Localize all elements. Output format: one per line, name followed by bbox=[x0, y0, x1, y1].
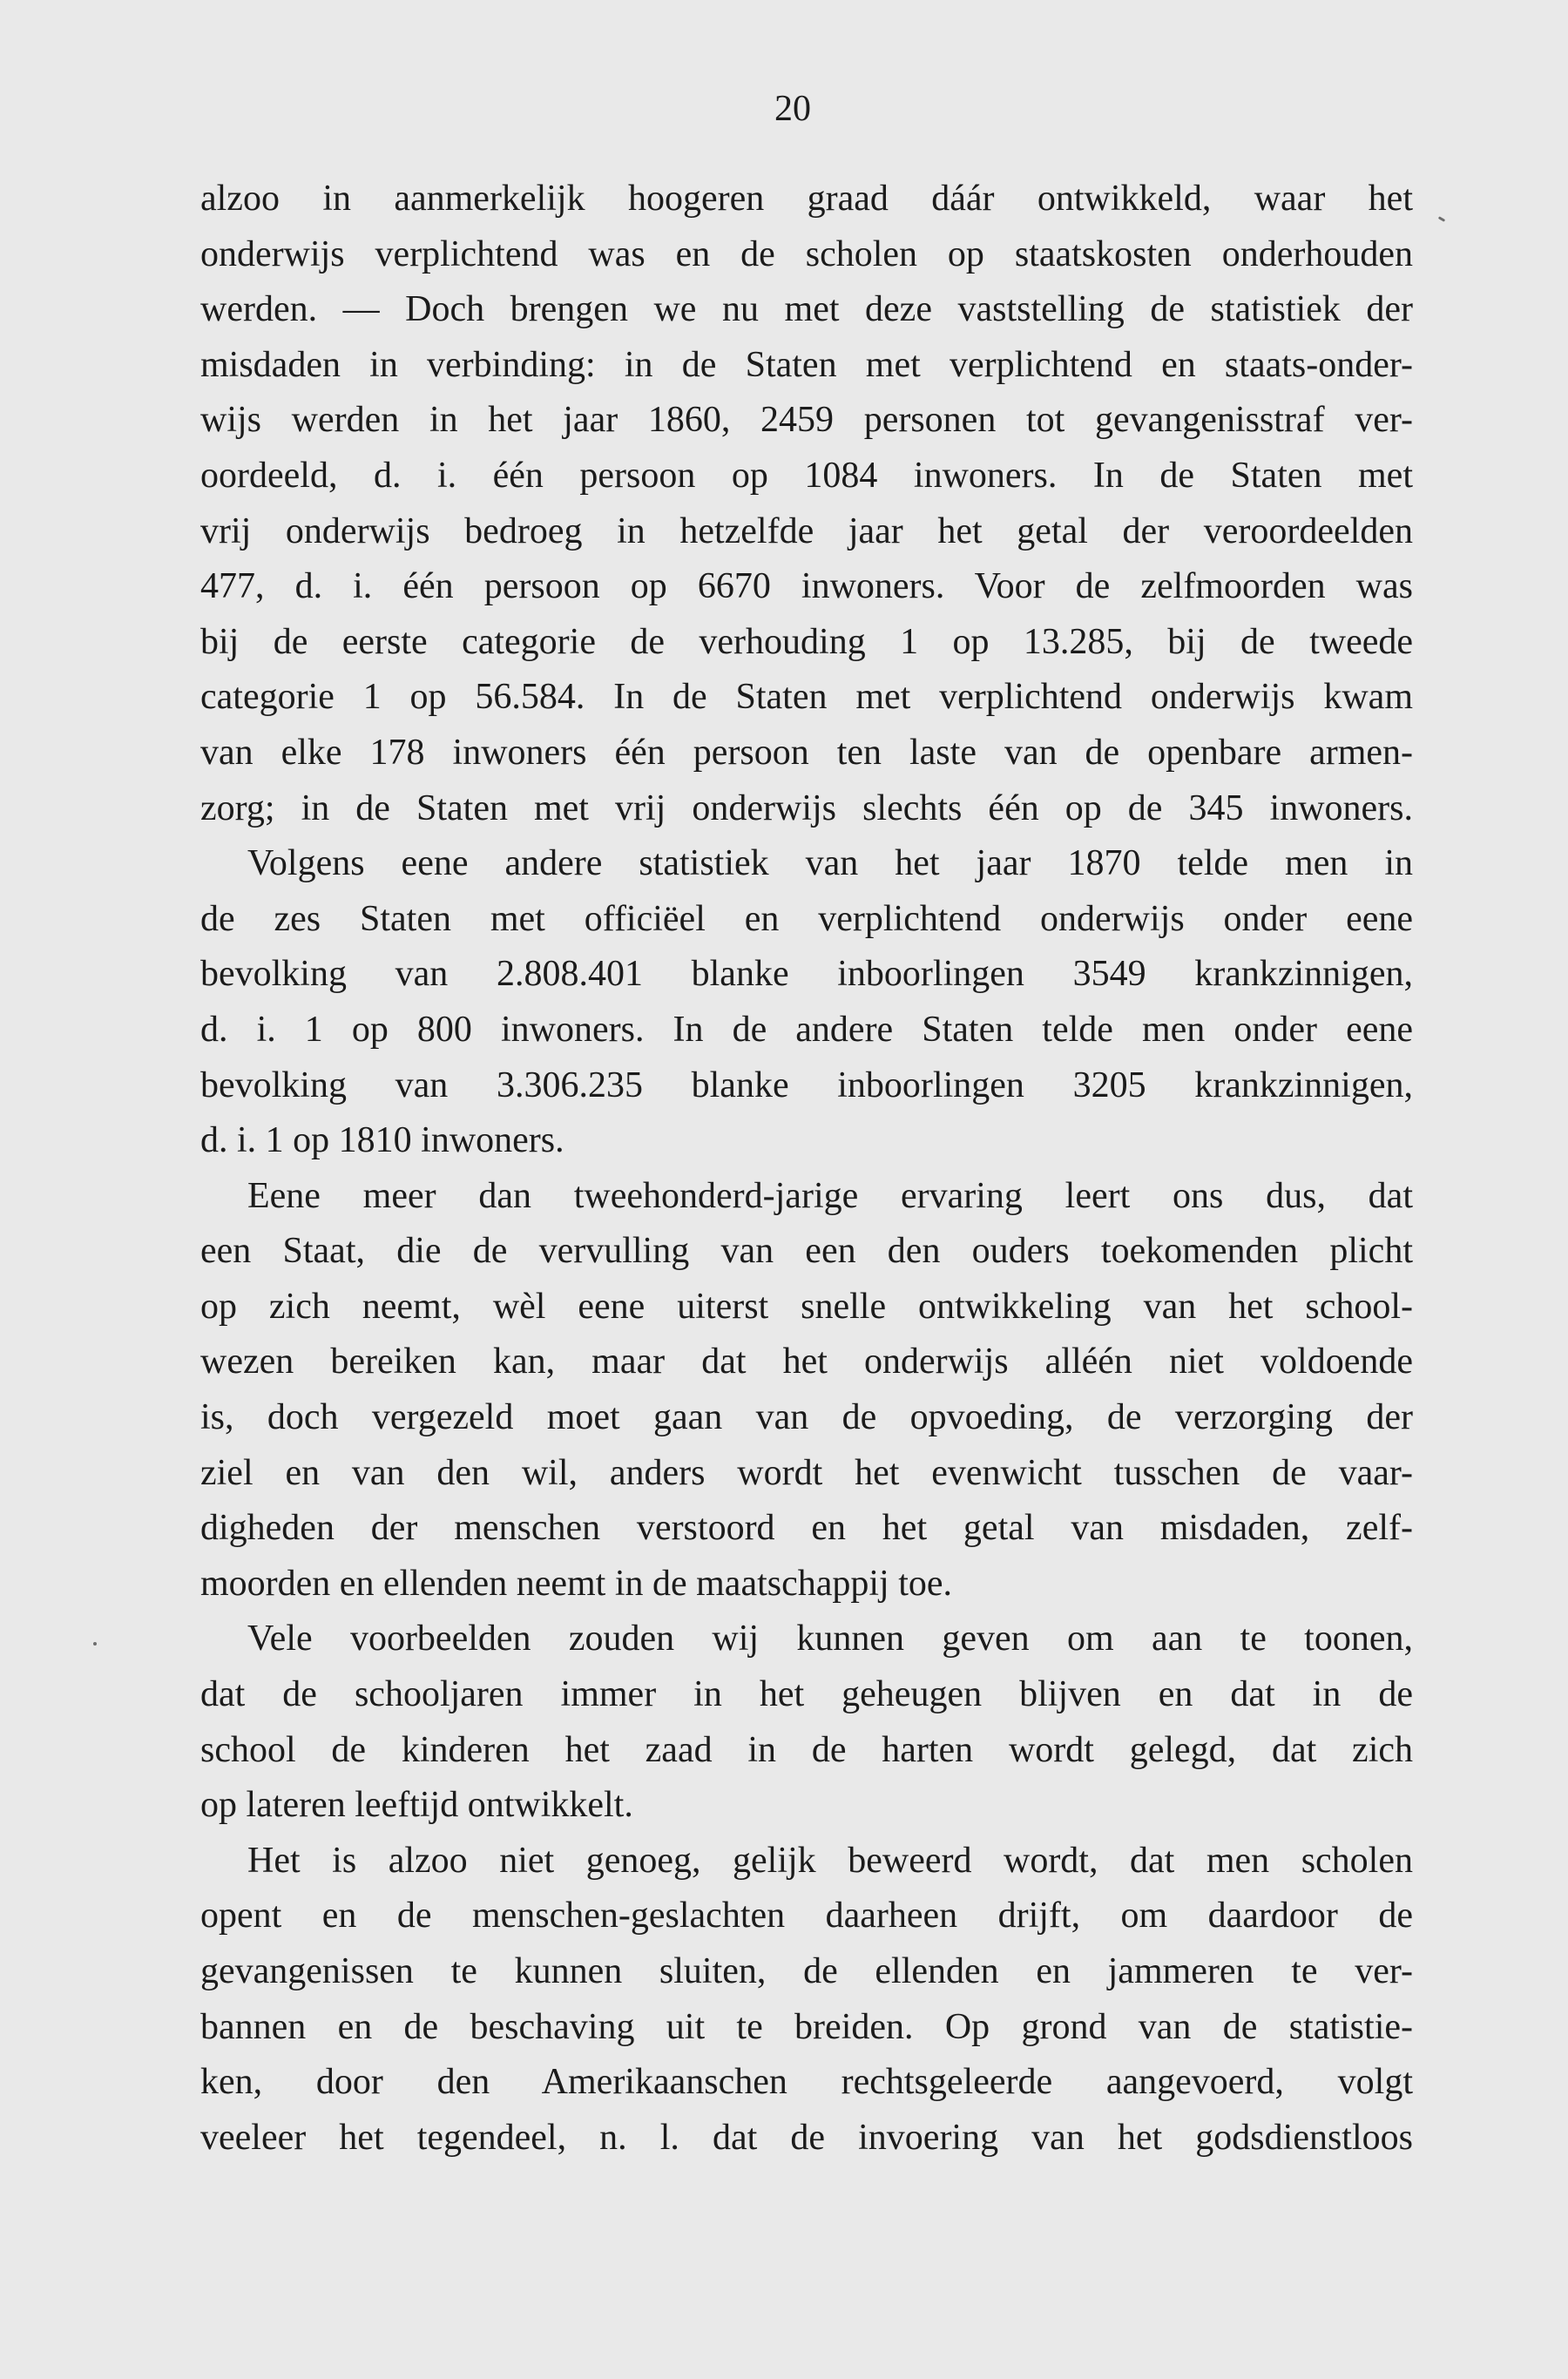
text-line: vrij onderwijs bedroeg in hetzelfde jaar het getal der veroordeelden bbox=[200, 510, 1413, 551]
paragraph bbox=[200, 1612, 1413, 1833]
text-line: alzoo in aanmerkelijk hoogeren graad dáár ontwikkeld, waar het bbox=[200, 179, 1413, 219]
paper-speck bbox=[93, 1642, 97, 1646]
text-line: werden. — Doch brengen we nu met deze vaststelling de statistiek der bbox=[200, 289, 1413, 330]
text-line: van elke 178 inwoners één persoon ten laste van de openbare armen- bbox=[200, 732, 1413, 773]
text-line: dat de schooljaren immer in het geheugen blijven en dat in de bbox=[200, 1674, 1413, 1715]
text-line: de zes Staten met officiëel en verplichtend onderwijs onder eene bbox=[200, 898, 1413, 939]
text-line: Volgens eene andere statistiek van het jaar 1870 telde men in bbox=[247, 843, 1413, 884]
text-line: d. i. 1 op 800 inwoners. In de andere Staten telde men onder eene bbox=[200, 1009, 1413, 1050]
text-line: moorden en ellenden neemt in de maatschappij toe. bbox=[200, 1563, 953, 1604]
text-line: op zich neemt, wèl eene uiterst snelle ontwikkeling van het school- bbox=[200, 1286, 1413, 1327]
text-line: ziel en van den wil, anders wordt het evenwicht tusschen de vaar- bbox=[200, 1452, 1413, 1493]
text-line: opent en de menschen-geslachten daarheen drijft, om daardoor de bbox=[200, 1896, 1413, 1936]
paper-speck bbox=[1438, 216, 1445, 222]
text-line: d. i. 1 op 1810 inwoners. bbox=[200, 1120, 564, 1161]
text-line: 477, d. i. één persoon op 6670 inwoners. Voor de zelfmoorden was bbox=[200, 566, 1413, 607]
paragraph bbox=[200, 1169, 1413, 1612]
text-line: een Staat, die de vervulling van een den ouders toekomenden plicht bbox=[200, 1231, 1413, 1272]
text-line: wijs werden in het jaar 1860, 2459 personen tot gevangenisstraf ver- bbox=[200, 400, 1413, 441]
text-line: Eene meer dan tweehonderd-jarige ervaring leert ons dus, dat bbox=[247, 1175, 1413, 1216]
text-line: Het is alzoo niet genoeg, gelijk beweerd wordt, dat men scholen bbox=[247, 1840, 1413, 1881]
paragraph bbox=[200, 836, 1413, 1169]
text-line: zorg; in de Staten met vrij onderwijs slechts één op de 345 inwoners. bbox=[200, 787, 1413, 828]
body-text bbox=[200, 172, 1413, 2166]
text-line: ken, door den Amerikaanschen rechtsgeleerde aangevoerd, volgt bbox=[200, 2062, 1413, 2103]
page-number: 20 bbox=[774, 89, 811, 129]
paragraph bbox=[200, 1834, 1413, 2166]
text-line: bij de eerste categorie de verhouding 1 op 13.285, bij de tweede bbox=[200, 621, 1413, 662]
text-line: misdaden in verbinding: in de Staten met verplichtend en staats-onder- bbox=[200, 344, 1413, 385]
text-line: school de kinderen het zaad in de harten wordt gelegd, dat zich bbox=[200, 1729, 1413, 1770]
text-line: wezen bereiken kan, maar dat het onderwijs alléén niet voldoende bbox=[200, 1342, 1413, 1382]
text-line: bevolking van 3.306.235 blanke inboorlingen 3205 krankzinnigen, bbox=[200, 1064, 1413, 1105]
text-line: bevolking van 2.808.401 blanke inboorlingen 3549 krankzinnigen, bbox=[200, 954, 1413, 995]
text-line: oordeeld, d. i. één persoon op 1084 inwoners. In de Staten met bbox=[200, 455, 1413, 496]
text-line: gevangenissen te kunnen sluiten, de ellenden en jammeren te ver- bbox=[200, 1951, 1413, 1991]
text-line: veeleer het tegendeel, n. l. dat de invoering van het godsdienstloos bbox=[200, 2117, 1413, 2158]
paragraph bbox=[200, 172, 1413, 836]
text-line: Vele voorbeelden zouden wij kunnen geven om aan te toonen, bbox=[247, 1619, 1413, 1659]
text-line: bannen en de beschaving uit te breiden. Op grond van de statistie- bbox=[200, 2006, 1413, 2047]
text-line: is, doch vergezeld moet gaan van de opvoeding, de verzorging der bbox=[200, 1397, 1413, 1438]
text-line: onderwijs verplichtend was en de scholen op staatskosten onderhouden bbox=[200, 233, 1413, 274]
text-line: categorie 1 op 56.584. In de Staten met verplichtend onderwijs kwam bbox=[200, 677, 1413, 718]
text-line: op lateren leeftijd ontwikkelt. bbox=[200, 1785, 633, 1826]
text-line: digheden der menschen verstoord en het getal van misdaden, zelf- bbox=[200, 1508, 1413, 1549]
